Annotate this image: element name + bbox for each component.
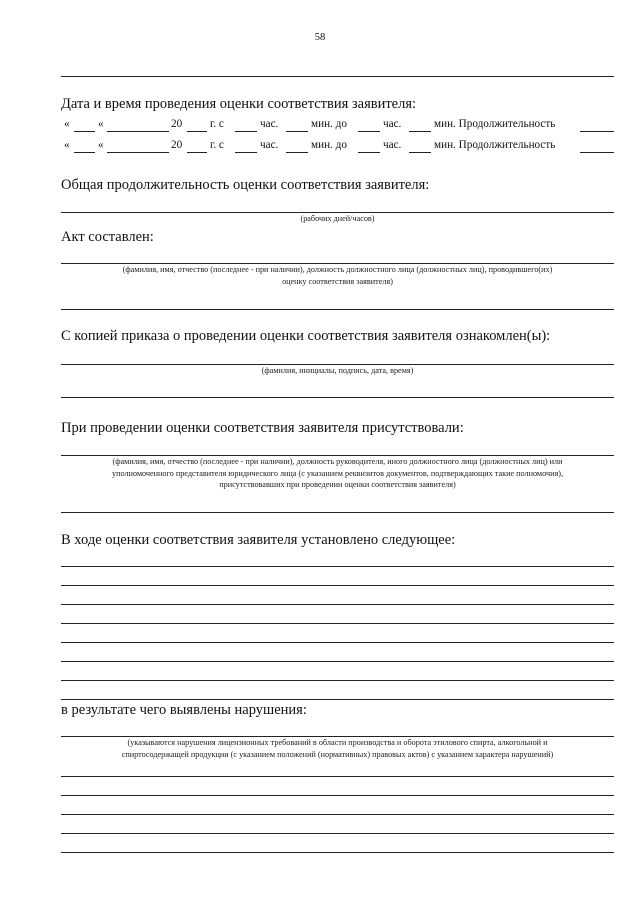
findings-line[interactable] — [61, 604, 614, 605]
violations-line[interactable] — [61, 852, 614, 853]
findings-line[interactable] — [61, 680, 614, 681]
act-compiled-heading: Акт составлен: — [61, 229, 154, 245]
findings-heading: В ходе оценки соответствия заявителя установлено следующее: — [61, 532, 456, 548]
findings-line[interactable] — [61, 623, 614, 624]
hours-label: час. — [383, 139, 402, 151]
year-prefix: 20 — [171, 118, 183, 130]
min-to-label: мин. до — [311, 139, 347, 151]
caption-line: уполномоченного представителя юридического лица (с указанием реквизитов документов, подтверждающих такие полномочия), — [111, 468, 564, 478]
duration-field[interactable] — [580, 152, 614, 153]
datetime-row-1 — [64, 118, 614, 134]
caption-line: (фамилия, имя, отчество (последнее - при наличии), должность должностного лица (должностных лиц), проводившего(их) — [122, 265, 553, 274]
total-duration-caption: (рабочих дней/часов) — [300, 214, 375, 223]
violations-heading: в результате чего выявлены нарушения: — [61, 702, 307, 718]
order-copy-heading: С копией приказа о проведении оценки соответствия заявителя ознакомлен(ы): — [61, 328, 551, 344]
present-heading: При проведении оценки соответствия заявителя присутствовали: — [61, 420, 464, 436]
min-to-label: мин. до — [311, 118, 347, 130]
caption-line: оценку соответствия заявителя) — [282, 276, 393, 286]
findings-line[interactable] — [61, 661, 614, 662]
hours-label: час. — [260, 118, 279, 130]
datetime-row-2 — [64, 139, 614, 155]
present-line-2[interactable] — [61, 512, 614, 513]
quote-close: « — [98, 118, 104, 130]
year-prefix: 20 — [171, 139, 183, 151]
hours-label: час. — [383, 118, 402, 130]
datetime-heading: Дата и время проведения оценки соответствия заявителя: — [61, 96, 417, 112]
caption-line: спиртосодержащей продукции (с указанием положений (нормативных) правовых актов) с указанием характера нарушений) — [121, 749, 554, 759]
duration-field[interactable] — [580, 131, 614, 132]
caption-line: присутствовавших при проведении оценки соответствия заявителя) — [219, 480, 456, 489]
violations-line[interactable] — [61, 776, 614, 777]
page-number: 58 — [314, 32, 326, 43]
duration-label: мин. Продолжительность — [434, 139, 556, 151]
to-hour-field[interactable] — [358, 152, 380, 153]
from-minute-field[interactable] — [286, 131, 308, 132]
findings-line[interactable] — [61, 566, 614, 567]
quote-open: « — [64, 139, 70, 151]
caption-line: (фамилия, имя, отчество (последнее - при наличии), должность руководителя, иного должностного лица (должностных лиц) или — [112, 457, 563, 466]
findings-line[interactable] — [61, 642, 614, 643]
hours-label: час. — [260, 139, 279, 151]
total-duration-heading: Общая продолжительность оценки соответствия заявителя: — [61, 177, 430, 193]
year-field[interactable] — [187, 152, 207, 153]
violations-line[interactable] — [61, 814, 614, 815]
year-field[interactable] — [187, 131, 207, 132]
order-copy-line-2[interactable] — [61, 397, 614, 398]
day-field[interactable] — [74, 131, 95, 132]
violations-caption — [61, 737, 614, 760]
violations-line[interactable] — [61, 833, 614, 834]
to-minute-field[interactable] — [409, 152, 431, 153]
caption-line: (указываются нарушения лицензионных требований в области производства и оборота этилового спирта, алкогольной и — [127, 738, 548, 747]
present-caption — [61, 456, 614, 491]
quote-open: « — [64, 118, 70, 130]
top-rule — [61, 76, 614, 77]
act-compiled-caption — [61, 264, 614, 287]
violations-line[interactable] — [61, 795, 614, 796]
from-minute-field[interactable] — [286, 152, 308, 153]
day-field[interactable] — [74, 152, 95, 153]
g-s-label: г. с — [210, 118, 224, 130]
to-hour-field[interactable] — [358, 131, 380, 132]
g-s-label: г. с — [210, 139, 224, 151]
order-copy-caption: (фамилия, инициалы, подпись, дата, время) — [261, 366, 414, 375]
findings-line[interactable] — [61, 699, 614, 700]
quote-close: « — [98, 139, 104, 151]
from-hour-field[interactable] — [235, 131, 257, 132]
from-hour-field[interactable] — [235, 152, 257, 153]
to-minute-field[interactable] — [409, 131, 431, 132]
month-field[interactable] — [107, 152, 169, 153]
findings-line[interactable] — [61, 585, 614, 586]
duration-label: мин. Продолжительность — [434, 118, 556, 130]
act-compiled-line-2[interactable] — [61, 309, 614, 310]
month-field[interactable] — [107, 131, 169, 132]
